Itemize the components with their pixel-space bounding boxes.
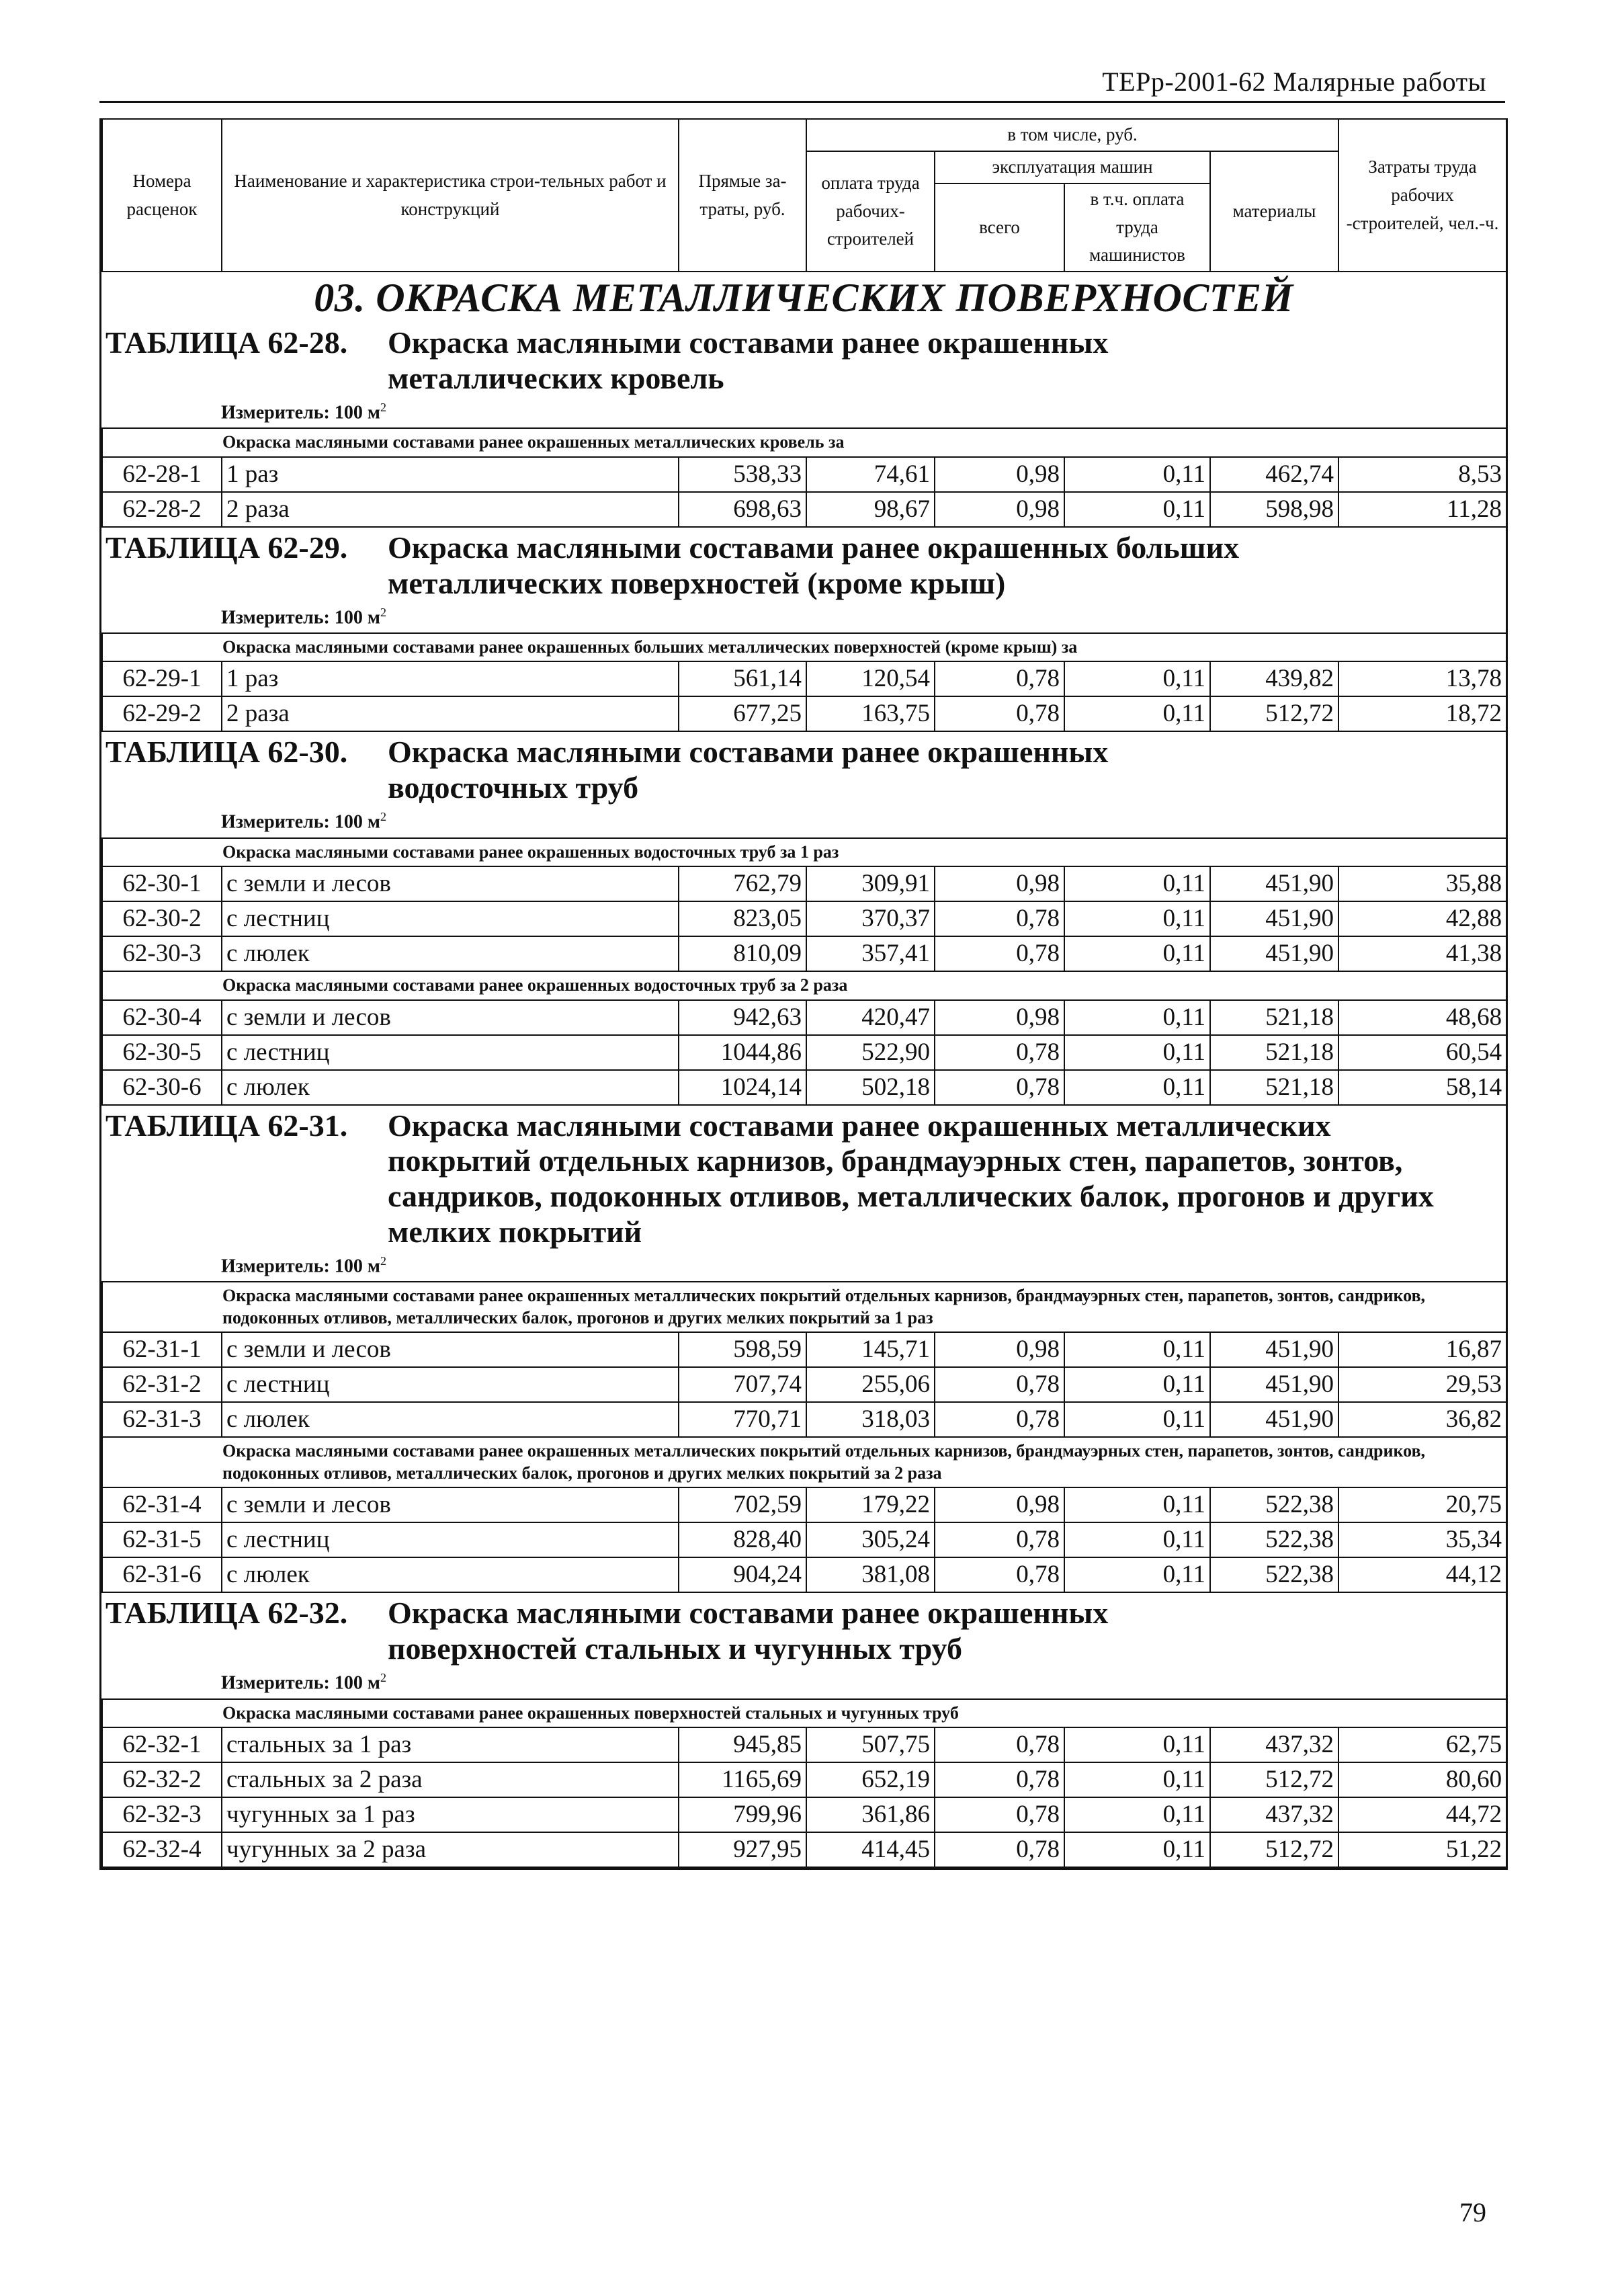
labor-hours: 44,72 [1338, 1797, 1506, 1832]
rate-code: 62-30-2 [102, 901, 222, 936]
work-name: с земли и лесов [222, 1487, 679, 1522]
machinist-wage: 0,11 [1064, 1487, 1210, 1522]
table-row [102, 1832, 1506, 1867]
machinist-wage: 0,11 [1064, 1000, 1210, 1035]
col-head-incl: в том числе, руб. [806, 119, 1338, 151]
group-subtitle-row [102, 1699, 1506, 1728]
machinist-wage: 0,11 [1064, 1367, 1210, 1402]
rate-code: 62-32-4 [102, 1832, 222, 1867]
machines-total: 0,78 [935, 936, 1064, 971]
worker-wage: 361,86 [806, 1797, 935, 1832]
work-name: с люлек [222, 1557, 679, 1592]
materials-cost: 512,72 [1210, 1832, 1338, 1867]
unit-of-measure [101, 1250, 1506, 1281]
rate-code: 62-31-2 [102, 1367, 222, 1402]
col-head-materials: материалы [1210, 151, 1338, 272]
group-subtitle-row [102, 428, 1506, 457]
col-head-labor: Затраты труда рабочих -строителей, чел.-ч. [1338, 119, 1506, 272]
labor-hours: 16,87 [1338, 1332, 1506, 1367]
table-title-line-1: Окраска масляными составами ранее окрашенных [388, 325, 1109, 360]
materials-cost: 521,18 [1210, 1070, 1338, 1105]
rate-code: 62-30-1 [102, 866, 222, 901]
group-subtitle: Окраска масляными составами ранее окрашенных металлических покрытий отдельных карнизов, брандмауэрных стен, парапетов, зонтов, сандриков, подоконных отливов, металлических балок, прогонов и других мелких покрытий за 1 раз [102, 1282, 1506, 1332]
machines-total: 0,98 [935, 1487, 1064, 1522]
table-row [102, 1402, 1506, 1437]
group-subtitle: Окраска масляными составами ранее окрашенных металлических покрытий отдельных карнизов, брандмауэрных стен, парапетов, зонтов, сандриков, подоконных отливов, металлических балок, прогонов и других мелких покрытий за 2 раза [102, 1437, 1506, 1487]
running-header: ТЕРр-2001-62 Малярные работы [1102, 67, 1486, 97]
table-number: ТАБЛИЦА 62-32. [105, 1596, 348, 1631]
document-body [99, 118, 1508, 1870]
machinist-wage: 0,11 [1064, 696, 1210, 731]
direct-cost: 810,09 [679, 936, 806, 971]
machinist-wage: 0,11 [1064, 1522, 1210, 1557]
table-row [102, 1762, 1506, 1797]
labor-hours: 48,68 [1338, 1000, 1506, 1035]
table-row [102, 492, 1506, 527]
direct-cost: 762,79 [679, 866, 806, 901]
materials-cost: 522,38 [1210, 1487, 1338, 1522]
unit-label: Измеритель: 100 м [221, 1672, 380, 1694]
machines-total: 0,78 [935, 1727, 1064, 1762]
machinist-wage: 0,11 [1064, 1332, 1210, 1367]
labor-hours: 42,88 [1338, 901, 1506, 936]
table-title [101, 528, 1506, 602]
materials-cost: 521,18 [1210, 1035, 1338, 1070]
rate-code: 62-30-5 [102, 1035, 222, 1070]
price-tables [101, 323, 1506, 1868]
group-subtitle: Окраска масляными составами ранее окрашенных водосточных труб за 1 раз [102, 838, 1506, 867]
direct-cost: 561,14 [679, 661, 806, 696]
work-name: с лестниц [222, 1367, 679, 1402]
worker-wage: 255,06 [806, 1367, 935, 1402]
table-row [102, 866, 1506, 901]
work-name: 2 раза [222, 696, 679, 731]
worker-wage: 309,91 [806, 866, 935, 901]
machinist-wage: 0,11 [1064, 492, 1210, 527]
table-title [101, 1593, 1506, 1667]
section-title: 03. ОКРАСКА МЕТАЛЛИЧЕСКИХ ПОВЕРХНОСТЕЙ [314, 276, 1293, 321]
machinist-wage: 0,11 [1064, 1727, 1210, 1762]
machines-total: 0,78 [935, 901, 1064, 936]
price-table-block [101, 1593, 1506, 1868]
machinist-wage: 0,11 [1064, 936, 1210, 971]
group-subtitle-row [102, 838, 1506, 867]
rate-code: 62-31-1 [102, 1332, 222, 1367]
machines-total: 0,78 [935, 1762, 1064, 1797]
labor-hours: 51,22 [1338, 1832, 1506, 1867]
price-table-block [101, 732, 1506, 1105]
machines-total: 0,78 [935, 1557, 1064, 1592]
rate-code: 62-32-3 [102, 1797, 222, 1832]
labor-hours: 8,53 [1338, 457, 1506, 492]
unit-label: Измеритель: 100 м [221, 811, 380, 833]
labor-hours: 44,12 [1338, 1557, 1506, 1592]
machinist-wage: 0,11 [1064, 901, 1210, 936]
table-title-line-1: Окраска масляными составами ранее окрашенных металлических [388, 1108, 1331, 1143]
machines-total: 0,98 [935, 866, 1064, 901]
worker-wage: 507,75 [806, 1727, 935, 1762]
table-title [101, 732, 1506, 806]
labor-hours: 20,75 [1338, 1487, 1506, 1522]
direct-cost: 598,59 [679, 1332, 806, 1367]
table-number: ТАБЛИЦА 62-31. [105, 1108, 348, 1143]
work-name: стальных за 2 раза [222, 1762, 679, 1797]
rate-code: 62-32-1 [102, 1727, 222, 1762]
group-subtitle-row [102, 1282, 1506, 1332]
materials-cost: 512,72 [1210, 696, 1338, 731]
machines-total: 0,78 [935, 1522, 1064, 1557]
table-row [102, 901, 1506, 936]
labor-hours: 35,88 [1338, 866, 1506, 901]
rate-code: 62-28-1 [102, 457, 222, 492]
unit-exponent: 2 [380, 1671, 386, 1685]
table-title-line-2: металлических кровель [388, 361, 724, 396]
labor-hours: 80,60 [1338, 1762, 1506, 1797]
worker-wage: 98,67 [806, 492, 935, 527]
unit-label: Измеритель: 100 м [221, 606, 380, 628]
group-subtitle: Окраска масляными составами ранее окрашенных больших металлических поверхностей (кроме крыш) за [102, 633, 1506, 662]
labor-hours: 29,53 [1338, 1367, 1506, 1402]
direct-cost: 1044,86 [679, 1035, 806, 1070]
col-head-direct: Прямые за-траты, руб. [679, 119, 806, 272]
rates-table [101, 632, 1507, 733]
direct-cost: 1165,69 [679, 1762, 806, 1797]
work-name: чугунных за 1 раз [222, 1797, 679, 1832]
machinist-wage: 0,11 [1064, 1832, 1210, 1867]
price-table-block [101, 1106, 1506, 1594]
machines-total: 0,78 [935, 1402, 1064, 1437]
col-head-machines-total: всего [935, 183, 1064, 272]
labor-hours: 36,82 [1338, 1402, 1506, 1437]
machinist-wage: 0,11 [1064, 1762, 1210, 1797]
table-number: ТАБЛИЦА 62-28. [105, 325, 348, 360]
table-row [102, 1070, 1506, 1105]
worker-wage: 74,61 [806, 457, 935, 492]
machinist-wage: 0,11 [1064, 1797, 1210, 1832]
rate-code: 62-29-2 [102, 696, 222, 731]
labor-hours: 58,14 [1338, 1070, 1506, 1105]
direct-cost: 707,74 [679, 1367, 806, 1402]
machinist-wage: 0,11 [1064, 457, 1210, 492]
table-row [102, 1000, 1506, 1035]
labor-hours: 11,28 [1338, 492, 1506, 527]
unit-exponent: 2 [380, 605, 386, 619]
unit-label: Измеритель: 100 м [221, 1256, 380, 1277]
rate-code: 62-31-3 [102, 1402, 222, 1437]
worker-wage: 120,54 [806, 661, 935, 696]
machinist-wage: 0,11 [1064, 1035, 1210, 1070]
work-name: чугунных за 2 раза [222, 1832, 679, 1867]
table-row [102, 696, 1506, 731]
group-subtitle: Окраска масляными составами ранее окрашенных водосточных труб за 2 раза [102, 971, 1506, 1000]
table-title-line-1: Окраска масляными составами ранее окрашенных [388, 1596, 1109, 1631]
rates-table [101, 1281, 1507, 1593]
work-name: с земли и лесов [222, 1332, 679, 1367]
table-number: ТАБЛИЦА 62-30. [105, 735, 348, 770]
table-title-line-2: металлических поверхностей (кроме крыш) [388, 565, 1006, 600]
labor-hours: 62,75 [1338, 1727, 1506, 1762]
group-subtitle: Окраска масляными составами ранее окрашенных поверхностей стальных и чугунных труб [102, 1699, 1506, 1728]
worker-wage: 381,08 [806, 1557, 935, 1592]
unit-exponent: 2 [380, 1254, 386, 1268]
rates-table [101, 837, 1507, 1106]
work-name: с люлек [222, 1070, 679, 1105]
table-number: ТАБЛИЦА 62-29. [105, 530, 348, 565]
unit-of-measure [101, 1667, 1506, 1698]
machines-total: 0,78 [935, 696, 1064, 731]
direct-cost: 945,85 [679, 1727, 806, 1762]
table-row [102, 1035, 1506, 1070]
direct-cost: 677,25 [679, 696, 806, 731]
materials-cost: 451,90 [1210, 1367, 1338, 1402]
labor-hours: 35,34 [1338, 1522, 1506, 1557]
machines-total: 0,98 [935, 1332, 1064, 1367]
materials-cost: 439,82 [1210, 661, 1338, 696]
unit-exponent: 2 [380, 810, 386, 824]
work-name: 1 раз [222, 457, 679, 492]
table-title [101, 323, 1506, 397]
work-name: стальных за 1 раз [222, 1727, 679, 1762]
worker-wage: 370,37 [806, 901, 935, 936]
table-title-line-1: Окраска масляными составами ранее окрашенных больших [388, 530, 1240, 565]
worker-wage: 305,24 [806, 1522, 935, 1557]
work-name: с лестниц [222, 1035, 679, 1070]
machines-total: 0,78 [935, 1367, 1064, 1402]
materials-cost: 598,98 [1210, 492, 1338, 527]
direct-cost: 823,05 [679, 901, 806, 936]
materials-cost: 521,18 [1210, 1000, 1338, 1035]
machinist-wage: 0,11 [1064, 1402, 1210, 1437]
table-title-line-2: водосточных труб [388, 770, 639, 805]
materials-cost: 451,90 [1210, 901, 1338, 936]
rate-code: 62-29-1 [102, 661, 222, 696]
table-title-line-2: покрытий отдельных карнизов, брандмауэрных стен, парапетов, зонтов, сандриков, подоконных отливов, металлических балок, прогонов и других мелких покрытий [388, 1143, 1434, 1249]
worker-wage: 502,18 [806, 1070, 935, 1105]
labor-hours: 18,72 [1338, 696, 1506, 731]
work-name: с земли и лесов [222, 866, 679, 901]
machines-total: 0,98 [935, 492, 1064, 527]
table-title [101, 1106, 1506, 1251]
worker-wage: 179,22 [806, 1487, 935, 1522]
work-name: с люлек [222, 1402, 679, 1437]
labor-hours: 60,54 [1338, 1035, 1506, 1070]
direct-cost: 702,59 [679, 1487, 806, 1522]
direct-cost: 828,40 [679, 1522, 806, 1557]
direct-cost: 904,24 [679, 1557, 806, 1592]
materials-cost: 451,90 [1210, 866, 1338, 901]
group-subtitle-row [102, 633, 1506, 662]
worker-wage: 357,41 [806, 936, 935, 971]
materials-cost: 451,90 [1210, 1402, 1338, 1437]
unit-exponent: 2 [380, 401, 386, 414]
column-header-table [101, 118, 1507, 272]
machines-total: 0,98 [935, 457, 1064, 492]
unit-of-measure [101, 602, 1506, 632]
col-head-machines: эксплуатация машин [935, 151, 1210, 183]
table-title-line-1: Окраска масляными составами ранее окрашенных [388, 735, 1109, 770]
materials-cost: 522,38 [1210, 1557, 1338, 1592]
col-head-wage: оплата труда рабочих-строителей [806, 151, 935, 272]
price-table-block [101, 323, 1506, 528]
direct-cost: 698,63 [679, 492, 806, 527]
table-title-line-2: поверхностей стальных и чугунных труб [388, 1631, 962, 1666]
worker-wage: 145,71 [806, 1332, 935, 1367]
header-rule [99, 101, 1505, 103]
materials-cost: 437,32 [1210, 1727, 1338, 1762]
table-row [102, 1522, 1506, 1557]
group-subtitle-row [102, 1437, 1506, 1487]
work-name: с люлек [222, 936, 679, 971]
materials-cost: 522,38 [1210, 1522, 1338, 1557]
labor-hours: 41,38 [1338, 936, 1506, 971]
table-row [102, 1332, 1506, 1367]
worker-wage: 414,45 [806, 1832, 935, 1867]
rate-code: 62-30-6 [102, 1070, 222, 1105]
machines-total: 0,98 [935, 1000, 1064, 1035]
machinist-wage: 0,11 [1064, 1557, 1210, 1592]
col-head-code: Номера расценок [102, 119, 222, 272]
direct-cost: 1024,14 [679, 1070, 806, 1105]
table-row [102, 936, 1506, 971]
group-subtitle: Окраска масляными составами ранее окрашенных металлических кровель за [102, 428, 1506, 457]
rate-code: 62-28-2 [102, 492, 222, 527]
work-name: с лестниц [222, 1522, 679, 1557]
direct-cost: 770,71 [679, 1402, 806, 1437]
machinist-wage: 0,11 [1064, 661, 1210, 696]
page-number: 79 [1459, 2197, 1486, 2227]
machinist-wage: 0,11 [1064, 866, 1210, 901]
col-head-machines-wage: в т.ч. оплата труда машинистов [1064, 183, 1210, 272]
unit-label: Измеритель: 100 м [221, 402, 380, 423]
table-row [102, 661, 1506, 696]
table-row [102, 1727, 1506, 1762]
work-name: с лестниц [222, 901, 679, 936]
machines-total: 0,78 [935, 661, 1064, 696]
table-row [102, 1797, 1506, 1832]
work-name: с земли и лесов [222, 1000, 679, 1035]
table-row [102, 1557, 1506, 1592]
worker-wage: 318,03 [806, 1402, 935, 1437]
rate-code: 62-31-6 [102, 1557, 222, 1592]
materials-cost: 451,90 [1210, 1332, 1338, 1367]
direct-cost: 538,33 [679, 457, 806, 492]
rates-table [101, 1698, 1507, 1869]
direct-cost: 927,95 [679, 1832, 806, 1867]
machines-total: 0,78 [935, 1070, 1064, 1105]
unit-of-measure [101, 397, 1506, 427]
direct-cost: 799,96 [679, 1797, 806, 1832]
materials-cost: 512,72 [1210, 1762, 1338, 1797]
machines-total: 0,78 [935, 1797, 1064, 1832]
group-subtitle-row [102, 971, 1506, 1000]
table-row [102, 1367, 1506, 1402]
table-row [102, 1487, 1506, 1522]
worker-wage: 522,90 [806, 1035, 935, 1070]
machines-total: 0,78 [935, 1035, 1064, 1070]
worker-wage: 652,19 [806, 1762, 935, 1797]
rate-code: 62-30-4 [102, 1000, 222, 1035]
machinist-wage: 0,11 [1064, 1070, 1210, 1105]
rate-code: 62-31-5 [102, 1522, 222, 1557]
materials-cost: 437,32 [1210, 1797, 1338, 1832]
direct-cost: 942,63 [679, 1000, 806, 1035]
price-table-block [101, 528, 1506, 733]
unit-of-measure [101, 806, 1506, 837]
work-name: 2 раза [222, 492, 679, 527]
rate-code: 62-31-4 [102, 1487, 222, 1522]
machines-total: 0,78 [935, 1832, 1064, 1867]
work-name: 1 раз [222, 661, 679, 696]
materials-cost: 462,74 [1210, 457, 1338, 492]
worker-wage: 420,47 [806, 1000, 935, 1035]
col-head-name: Наименование и характеристика строи-тельных работ и конструкций [222, 119, 679, 272]
rate-code: 62-30-3 [102, 936, 222, 971]
labor-hours: 13,78 [1338, 661, 1506, 696]
rate-code: 62-32-2 [102, 1762, 222, 1797]
worker-wage: 163,75 [806, 696, 935, 731]
rates-table [101, 427, 1507, 528]
table-row [102, 457, 1506, 492]
materials-cost: 451,90 [1210, 936, 1338, 971]
